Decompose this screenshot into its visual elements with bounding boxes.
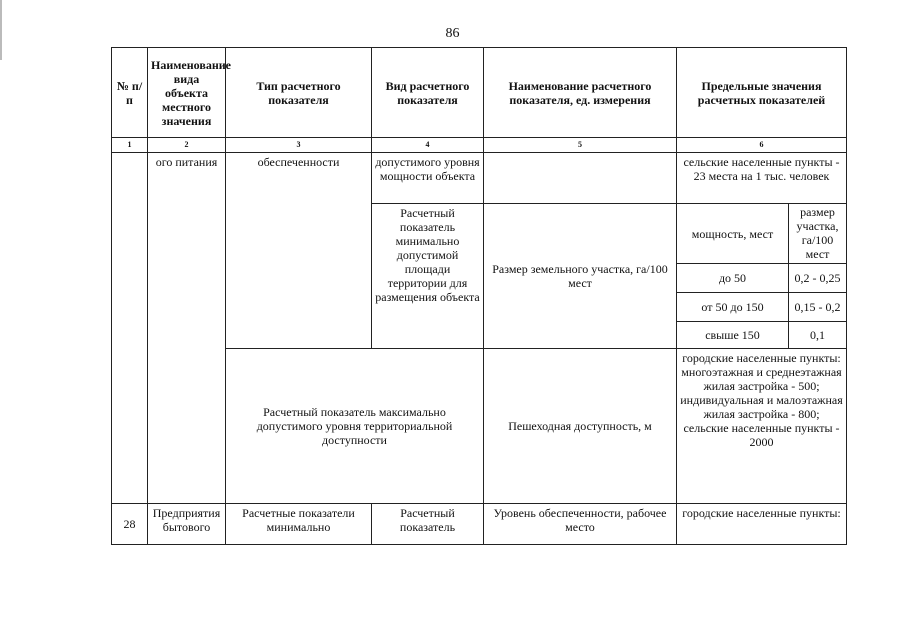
power-value: до 50 <box>677 264 789 293</box>
name-cell: Уровень обеспеченности, рабочее место <box>484 504 677 545</box>
header-object: Наименование вида объекта местного значения <box>148 48 226 138</box>
limit-cell: городские населенные пункты: многоэтажная и среднеэтажная жилая застройка - 500; индивидуальная и малоэтажная жилая застройка - 800; сельские населенные пункты - 2000 <box>677 349 847 504</box>
header-kind: Вид расчетного показателя <box>372 48 484 138</box>
type-cell: обеспеченности <box>226 153 372 349</box>
size-value: 0,1 <box>789 322 847 349</box>
limit-cell: сельские населенные пункты - 23 места на 1 тыс. человек <box>677 153 847 204</box>
kind-cell: Расчетный показатель <box>372 504 484 545</box>
size-value: 0,15 - 0,2 <box>789 293 847 322</box>
col-number: 1 <box>112 138 148 153</box>
header-limit: Предельные значения расчетных показателей <box>677 48 847 138</box>
type-cell: Расчетные показатели минимально <box>226 504 372 545</box>
power-value: от 50 до 150 <box>677 293 789 322</box>
page-number: 86 <box>445 26 460 41</box>
object-cell: Предприятия бытового <box>148 504 226 545</box>
kind-cell: допустимого уровня мощности объекта <box>372 153 484 204</box>
name-cell: Пешеходная доступность, м <box>484 349 677 504</box>
size-value: 0,2 - 0,25 <box>789 264 847 293</box>
header-name: Наименование расчетного показателя, ед. измерения <box>484 48 677 138</box>
standards-table <box>111 47 847 545</box>
col-number: 2 <box>148 138 226 153</box>
name-cell: Размер земельного участка, га/100 мест <box>484 204 677 349</box>
table-row <box>112 504 847 545</box>
num-cell: 28 <box>112 504 148 545</box>
subheader-size: размер участка, га/100 мест <box>789 204 847 264</box>
type-cell: Расчетный показатель максимально допустимого уровня территориальной доступности <box>226 349 484 504</box>
power-value: свыше 150 <box>677 322 789 349</box>
column-numbers-row <box>112 138 847 153</box>
header-row <box>112 48 847 138</box>
kind-cell: Расчетный показатель минимально допустимой площади территории для размещения объекта <box>372 204 484 349</box>
col-number: 3 <box>226 138 372 153</box>
header-type: Тип расчетного показателя <box>226 48 372 138</box>
header-num: № п/п <box>112 48 148 138</box>
col-number: 6 <box>677 138 847 153</box>
col-number: 5 <box>484 138 677 153</box>
col-number: 4 <box>372 138 484 153</box>
limit-cell: городские населенные пункты: <box>677 504 847 545</box>
object-cell: ого питания <box>148 153 226 504</box>
subheader-power: мощность, мест <box>677 204 789 264</box>
name-cell <box>484 153 677 204</box>
num-cell-empty <box>112 153 148 504</box>
table-row <box>112 153 847 204</box>
